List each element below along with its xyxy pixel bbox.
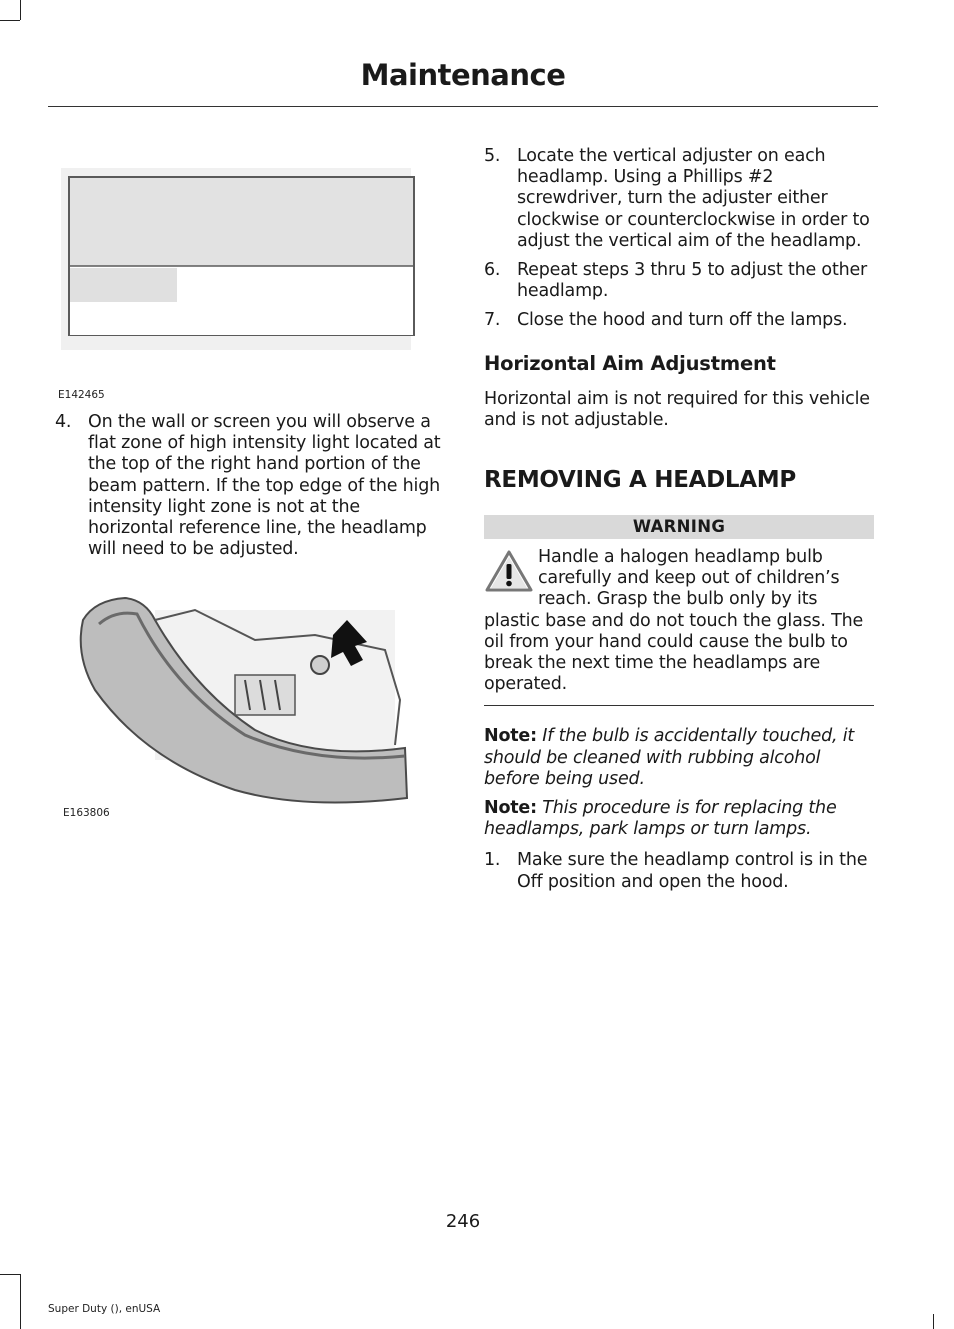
step-text: Repeat steps 3 thru 5 to adjust the other headlamp. xyxy=(517,260,868,302)
list-item xyxy=(484,260,874,302)
note-text: If the bulb is accidentally touched, it should be cleaned with rubbing alcohol before being used. xyxy=(484,726,855,789)
list-item xyxy=(484,310,874,331)
notes xyxy=(484,726,874,840)
headlamp-illustration xyxy=(55,580,425,810)
figure-code: E163806 xyxy=(63,807,110,820)
step-text: On the wall or screen you will observe a flat zone of high intensity light located at the top of the right hand portion of the beam pattern. If the top edge of the high intensity light zone is not at the horizontal reference line, the headlamp will need to be adjusted. xyxy=(88,412,441,560)
step-text: Make sure the headlamp control is in the Off position and open the hood. xyxy=(517,850,868,892)
left-column xyxy=(55,150,445,830)
horizontal-aim-text: Horizontal aim is not required for this vehicle and is not adjustable. xyxy=(484,388,870,430)
step-text: Close the hood and turn off the lamps. xyxy=(517,310,848,331)
beam-pattern-illustration xyxy=(55,150,425,350)
step-number: 6. xyxy=(484,260,501,281)
beam-pattern-figure xyxy=(55,150,445,400)
list-item xyxy=(55,412,445,560)
step-number: 4. xyxy=(55,412,72,432)
note-label: Note: xyxy=(484,726,537,747)
list-item xyxy=(484,850,874,892)
warning-label: WARNING xyxy=(484,515,874,539)
right-steps xyxy=(484,146,874,332)
removing-headlamp-heading: REMOVING A HEADLAMP xyxy=(484,467,796,494)
horizontal-aim-heading: Horizontal Aim Adjustment xyxy=(484,351,776,375)
page-number: 246 xyxy=(445,1211,481,1232)
right-column xyxy=(484,146,874,901)
crop-mark xyxy=(0,1274,20,1275)
crop-mark xyxy=(933,1314,934,1329)
note-text: This procedure is for replacing the headlamps, park lamps or turn lamps. xyxy=(484,798,837,840)
page-title: Maintenance xyxy=(360,58,566,92)
removing-steps xyxy=(484,850,874,892)
figure-code: E142465 xyxy=(58,389,105,401)
warning-triangle-icon xyxy=(484,549,534,593)
footer-text: Super Duty (), enUSA xyxy=(48,1303,161,1315)
crop-mark xyxy=(20,1274,21,1329)
list-item xyxy=(484,146,874,252)
step-text: Locate the vertical adjuster on each headlamp. Using a Phillips #2 screwdriver, turn the adjuster either clockwise or counterclockwise in order to adjust the vertical aim of the headlamp. xyxy=(517,146,870,251)
warning-text: Handle a halogen headlamp bulb carefully and keep out of children’s reach. Grasp the bulb only by its plastic base and do not touch the glass. The oil from your hand could cause the bulb to break the next time the headlamps are operated. xyxy=(484,547,864,695)
left-steps xyxy=(55,412,445,560)
note xyxy=(484,798,874,840)
warning-box xyxy=(484,547,874,695)
crop-mark xyxy=(20,0,21,20)
header-rule xyxy=(48,106,878,107)
warning-rule xyxy=(484,705,874,706)
crop-mark xyxy=(0,20,20,21)
step-number: 1. xyxy=(484,850,501,871)
step-number: 5. xyxy=(484,146,501,166)
headlamp-figure xyxy=(55,580,445,830)
note-label: Note: xyxy=(484,798,537,819)
step-number: 7. xyxy=(484,310,501,331)
note xyxy=(484,726,874,790)
